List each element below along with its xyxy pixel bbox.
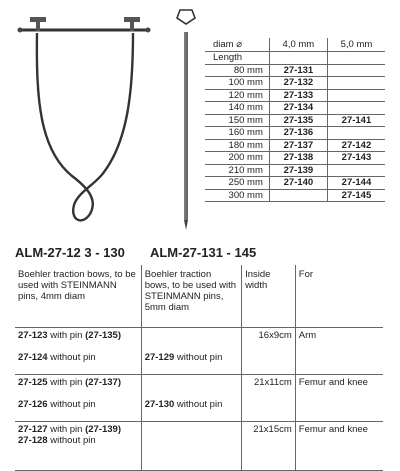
table-row	[15, 328, 383, 375]
item-without-pin: 27-128 without pin	[18, 435, 96, 446]
item-without-pin: 27-126 without pin	[18, 399, 96, 410]
code-4mm: 27-136	[269, 127, 327, 140]
size-row	[205, 114, 385, 127]
length-value: 180 mm	[205, 139, 269, 152]
diameter-5mm: 5,0 mm	[327, 38, 385, 52]
for-value: Femur and knee	[295, 375, 383, 422]
product-table-header	[15, 265, 383, 328]
for-value: Arm	[295, 328, 383, 375]
code-4mm: 27-133	[269, 89, 327, 102]
code-5mm	[327, 77, 385, 90]
length-value: 160 mm	[205, 127, 269, 140]
size-row	[205, 127, 385, 140]
item-with-pin: 27-123 with pin (27-135)	[18, 330, 122, 341]
diameter-label: diam ⌀	[205, 38, 269, 52]
traction-bow-illustration	[0, 0, 210, 240]
code-5mm	[327, 102, 385, 115]
model-range-left: ALM-27-12 3 - 130	[15, 245, 125, 260]
model-numbers	[15, 245, 278, 260]
steinmann-pin-drawing	[177, 10, 195, 230]
length-value: 80 mm	[205, 64, 269, 77]
code-4mm: 27-137	[269, 139, 327, 152]
size-row	[205, 77, 385, 90]
code-5mm: 27-144	[327, 177, 385, 190]
code-4mm: 27-140	[269, 177, 327, 190]
length-value: 210 mm	[205, 164, 269, 177]
code-4mm	[269, 189, 327, 202]
size-row	[205, 164, 385, 177]
code-4mm: 27-138	[269, 152, 327, 165]
table-row	[15, 422, 383, 471]
size-row	[205, 89, 385, 102]
length-value: 140 mm	[205, 102, 269, 115]
code-4mm: 27-132	[269, 77, 327, 90]
pin-size-table	[205, 38, 385, 202]
traction-bow-drawing	[18, 17, 151, 220]
code-5mm	[327, 64, 385, 77]
item-without-pin: 27-124 without pin	[18, 352, 96, 363]
size-row	[205, 139, 385, 152]
length-value: 150 mm	[205, 114, 269, 127]
table-row	[15, 375, 383, 422]
length-value: 100 mm	[205, 77, 269, 90]
model-range-right: ALM-27-131 - 145	[149, 245, 257, 260]
item-with-pin: 27-127 with pin (27-139)	[18, 424, 122, 435]
header-inside-width: Inside width	[242, 265, 296, 328]
inside-width-value: 21x11cm	[242, 375, 296, 422]
length-value: 300 mm	[205, 189, 269, 202]
size-row	[205, 64, 385, 77]
code-4mm: 27-131	[269, 64, 327, 77]
code-4mm: 27-139	[269, 164, 327, 177]
header-for: For	[295, 265, 383, 328]
size-table-header	[205, 38, 385, 52]
code-5mm: 27-142	[327, 139, 385, 152]
length-value: 120 mm	[205, 89, 269, 102]
length-label: Length	[205, 52, 269, 65]
code-5mm	[327, 164, 385, 177]
code-4mm: 27-134	[269, 102, 327, 115]
size-row	[205, 152, 385, 165]
diameter-4mm: 4,0 mm	[269, 38, 327, 52]
inside-width-value: 21x15cm	[242, 422, 296, 471]
length-value: 200 mm	[205, 152, 269, 165]
header-4mm-bows: Boehler traction bows, to be used with STEINMANN pins, 4mm diam	[15, 265, 141, 328]
length-value: 250 mm	[205, 177, 269, 190]
size-row	[205, 177, 385, 190]
code-5mm	[327, 89, 385, 102]
header-5mm-bows: Boehler traction bows, to be used with STEINMANN pins, 5mm diam	[141, 265, 241, 328]
inside-width-value: 16x9cm	[242, 328, 296, 375]
for-value: Femur and knee	[295, 422, 383, 471]
code-5mm: 27-141	[327, 114, 385, 127]
item-with-pin: 27-125 with pin (27-137)	[18, 377, 122, 388]
code-5mm: 27-143	[327, 152, 385, 165]
length-label-row	[205, 52, 385, 65]
code-5mm	[327, 127, 385, 140]
traction-bow-table	[15, 265, 383, 471]
code-4mm: 27-135	[269, 114, 327, 127]
item-5mm-without-pin: 27-129 without pin	[144, 352, 223, 363]
size-row	[205, 189, 385, 202]
code-5mm: 27-145	[327, 189, 385, 202]
item-5mm-without-pin: 27-130 without pin	[144, 399, 223, 410]
size-row	[205, 102, 385, 115]
